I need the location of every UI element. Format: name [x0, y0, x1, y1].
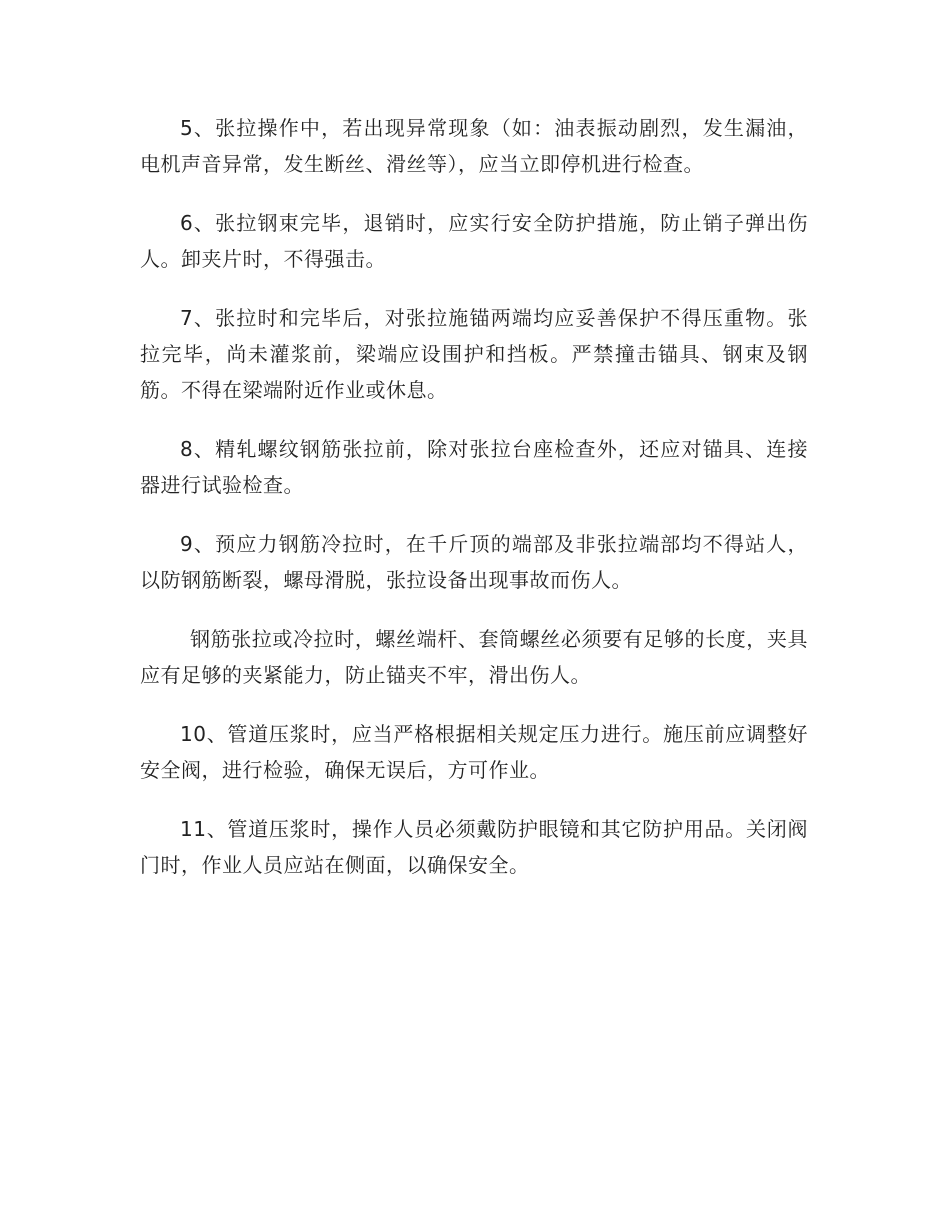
- paragraph-item-8: 8、精轧螺纹钢筋张拉前，除对张拉台座检查外，还应对锚具、连接器进行试验检查。: [140, 437, 808, 497]
- document-page: [140, 110, 808, 906]
- paragraph-item-10: 10、管道压浆时，应当严格根据相关规定压力进行。施压前应调整好安全阀，进行检验，确保无误后，方可作业。: [140, 722, 808, 782]
- paragraph-item-9: 9、预应力钢筋冷拉时，在千斤顶的端部及非张拉端部均不得站人，以防钢筋断裂，螺母滑脱，张拉设备出现事故而伤人。: [140, 532, 808, 592]
- paragraph-item-6: 6、张拉钢束完毕，退销时，应实行安全防护措施，防止销子弹出伤人。卸夹片时，不得强击。: [140, 211, 808, 271]
- paragraph-unnumbered: 钢筋张拉或冷拉时，螺丝端杆、套筒螺丝必须要有足够的长度，夹具应有足够的夹紧能力，防止锚夹不牢，滑出伤人。: [140, 627, 808, 687]
- paragraph-item-5: 5、张拉操作中，若出现异常现象（如：油表振动剧烈，发生漏油，电机声音异常，发生断丝、滑丝等），应当立即停机进行检查。: [140, 116, 808, 176]
- paragraph-item-11: 11、管道压浆时，操作人员必须戴防护眼镜和其它防护用品。关闭阀门时，作业人员应站在侧面，以确保安全。: [140, 817, 808, 877]
- paragraph-item-7: 7、张拉时和完毕后，对张拉施锚两端均应妥善保护不得压重物。张拉完毕，尚未灌浆前，梁端应设围护和挡板。严禁撞击锚具、钢束及钢筋。不得在梁端附近作业或休息。: [140, 306, 808, 402]
